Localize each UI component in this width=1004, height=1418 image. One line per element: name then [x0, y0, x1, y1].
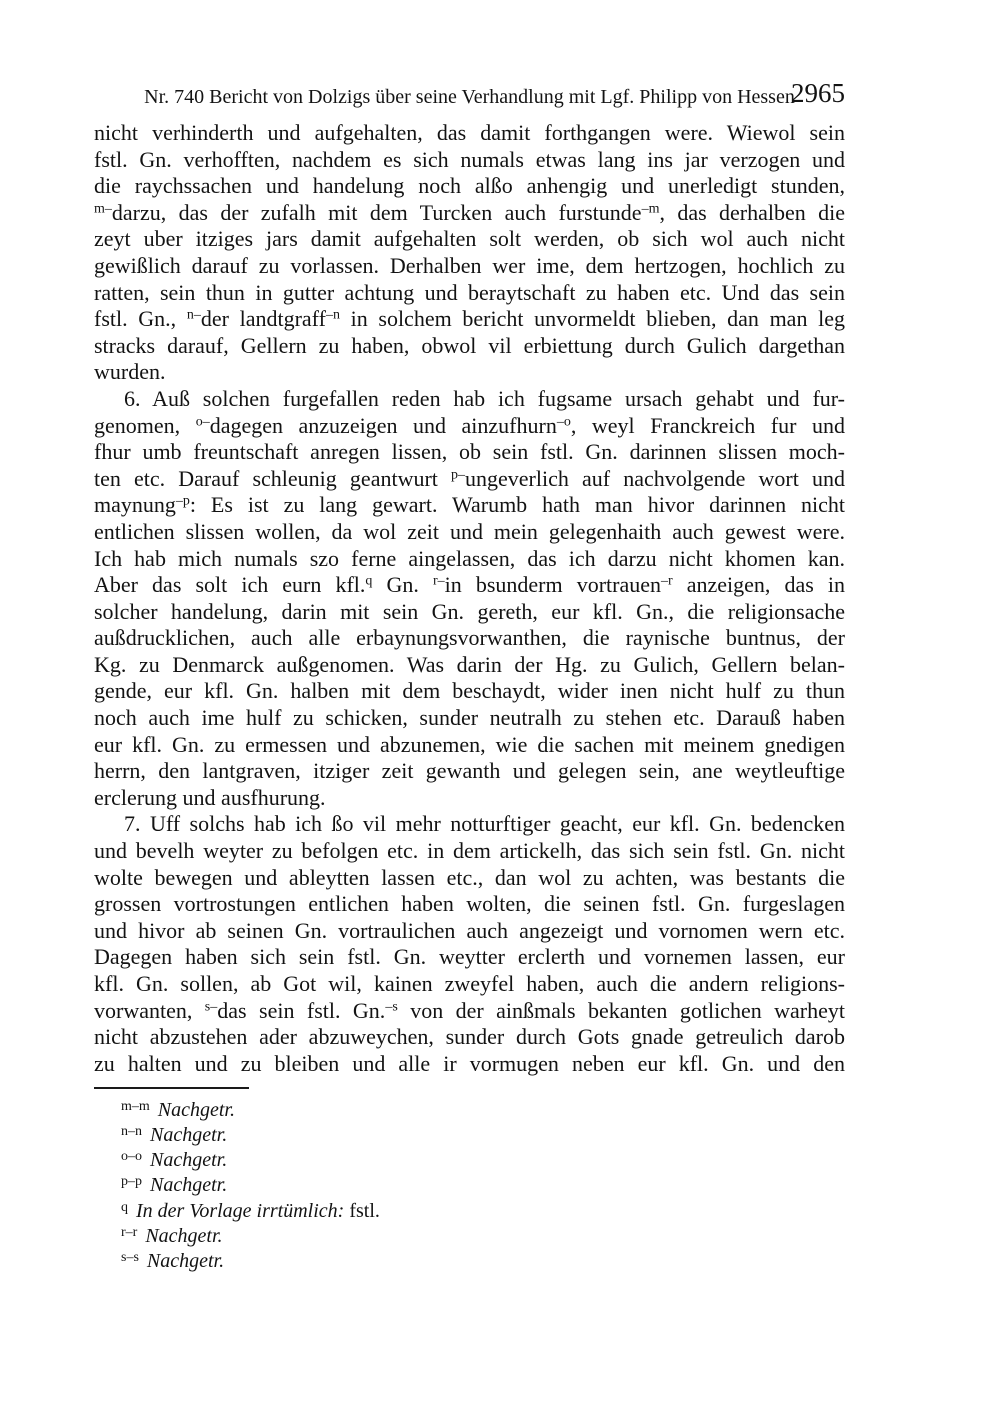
annotation-marker: r– — [432, 573, 445, 589]
annotation-marker: p– — [451, 467, 466, 483]
text-line: Kg. zu Denmarck außgenomen. Was darin der Hg. zu Gulich, Gellern belan- — [94, 651, 845, 677]
annotation-marker: n– — [186, 307, 201, 323]
text-line: Dagegen haben sich sein fstl. Gn. weytter erclerth und vornemen lassen, eur — [94, 944, 845, 970]
text-line: erclerung und ausfhurung. — [94, 784, 326, 810]
footnote — [94, 1197, 845, 1222]
text-line: gende, eur kfl. Gn. halben mit dem beschaydt, wider inen nicht hulf zu thun — [94, 678, 845, 704]
text-line: wolte bewegen und ableytten lassen etc., dan wol zu achten, was bestants die — [94, 864, 845, 890]
text-line: zeyt uber itziges jars damit aufgehalten solt werden, ob sich wol auch nicht — [94, 226, 845, 252]
paragraph — [94, 386, 845, 812]
text-line: 6. Auß solchen furgefallen reden hab ich fugsame ursach gehabt und fur- — [124, 385, 845, 411]
text-line: eur kfl. Gn. zu ermessen und abzunemen, wie die sachen mit meinem gnedigen — [94, 731, 845, 757]
text-line: fhur umb freuntschaft anregen lissen, ob sein fstl. Gn. darinnen slissen moch- — [94, 439, 845, 465]
page-number: 2965 — [791, 78, 845, 108]
body-text — [94, 120, 845, 1077]
annotation-marker: m– — [94, 201, 112, 217]
text-line: $^{m-}$darzu, das der zufalh mit dem Turcken auch furstunde$^{-m}$, das derhalben die — [94, 199, 846, 225]
footnote-text: Nachgetr. — [146, 1250, 225, 1273]
footnote — [94, 1222, 845, 1247]
text-line: kfl. Gn. sollen, ab Got wil, kainen zweyfel haben, auch die andern religions- — [94, 971, 845, 996]
footnote — [94, 1121, 845, 1146]
text-line: solcher handelung, darin mit sein Gn. gereth, eur kfl. Gn., die religionsache — [94, 598, 845, 624]
text-line: ratten, sein thun in gutter achtung und beraytschaft zu haben etc. Und das sein — [94, 279, 845, 305]
text-line: Ich hab mich numals szo ferne aingelassen, das ich darzu nicht khomen kan. — [94, 545, 845, 571]
text-line: genomen, $^{o-}$dagegen anzuzeigen und ainzufhurn$^{-o}$, weyl Franckreich fur und — [94, 412, 845, 438]
footnote-siglum: s–s — [121, 1250, 139, 1266]
annotation-marker: –s — [385, 999, 398, 1015]
text-line: und bevelh weyter zu befolgen etc. in dem artickelh, das sich sein fstl. Gn. nicht — [94, 838, 845, 864]
annotation-marker: s– — [204, 999, 218, 1015]
annotation-marker: q — [365, 573, 373, 589]
text-line: fstl. Gn. verhofften, nachdem es sich numals etwas lang ins jar verzogen und — [94, 146, 845, 172]
text-line: wurden. — [94, 359, 166, 385]
text-line: die raychssachen und handelung noch alßo anhengig und unerledigt stunden, — [94, 173, 845, 199]
text-line: nicht verhinderth und aufgehalten, das damit forthgangen were. Wiewol sein — [94, 120, 845, 145]
footnote-text: Nachgetr. — [150, 1174, 228, 1197]
footnote-separator-rule — [94, 1087, 249, 1089]
text-line: herrn, den lantgraven, itziger zeit gewanth und gelegen sein, ane weytleuftige — [94, 758, 845, 784]
footnote-apparatus — [94, 1087, 845, 1273]
footnote-list — [94, 1096, 845, 1273]
text-line: grossen vortrostungen entlichen haben wolten, die seinen fstl. Gn. furgeslagen — [94, 891, 845, 917]
footnote-siglum: n–n — [121, 1123, 142, 1139]
footnote — [94, 1096, 845, 1121]
annotation-marker: –o — [556, 414, 571, 430]
text-line: außdrucklichen, auch alle erbaynungsvorwanthen, die raynische buntnus, der — [94, 625, 845, 651]
running-head — [94, 78, 845, 110]
text-line: 7. Uff solchs hab ich ßo vil mehr notturftiger geacht, eur kfl. Gn. bedencken — [124, 811, 845, 837]
text-line: vorwanten, $^{s-}$das sein fstl. Gn.$^{-s}$ von der ainßmals bekanten gotlichen warheyt — [94, 997, 845, 1023]
footnote-text: Nachgetr. — [150, 1123, 228, 1146]
paragraph — [94, 120, 845, 386]
text-line: stracks darauf, Gellern zu haben, obwol vil erbiettung durch Gulich dargethan — [94, 332, 845, 358]
footnote-siglum: r–r — [121, 1225, 138, 1241]
paragraph — [94, 811, 845, 1077]
footnote-text: In der Vorlage irrtümlich: — [136, 1199, 345, 1222]
running-head-title: Nr. 740 Bericht von Dolzigs über seine Verhandlung mit Lgf. Philipp von Hessen — [144, 86, 795, 108]
footnote-siglum: m–m — [121, 1098, 150, 1114]
text-line: ten etc. Darauf schleunig geantwurt $^{p-}$ungeverlich auf nachvolgende wort und — [94, 465, 845, 491]
text-line: fstl. Gn., $^{n-}$der landtgraff$^{-n}$ in solchem bericht unvormeldt blieben, dan man leg — [94, 306, 845, 332]
annotation-marker: –m — [641, 201, 660, 217]
annotation-marker: –p — [175, 493, 190, 509]
annotation-marker: –r — [661, 573, 673, 589]
footnote-siglum: q — [121, 1199, 128, 1215]
text-line: maynung$^{-p}$: Es ist zu lang gewart. Warumb hath man hivor darinnen nicht — [94, 492, 845, 518]
text-line: nicht abzustehen ader abzuweychen, sunder durch Gots gnade getreulich darob — [94, 1024, 845, 1050]
text-line: entlichen slissen wollen, da wol zeit und mein gelegenhaith auch gewest were. — [94, 518, 845, 544]
footnote-siglum: p–p — [121, 1174, 142, 1190]
footnote — [94, 1146, 845, 1171]
annotation-marker: o– — [195, 414, 210, 430]
footnote-text: fstl. — [344, 1199, 380, 1222]
footnote-siglum: o–o — [121, 1149, 142, 1165]
footnote-text: Nachgetr. — [145, 1225, 223, 1248]
text-line: und hivor ab seinen Gn. vortraulichen auch angezeigt und vornomen wern etc. — [94, 917, 845, 943]
text-line: Aber das solt ich eurn kfl.$^q$ Gn. $^{r-}$in bsunderm vortrauen$^{-r}$ anzeigen, das in — [94, 572, 846, 598]
footnote-text: Nachgetr. — [150, 1149, 228, 1172]
text-line: gewißlich darauf zu vorlassen. Derhalben wer ime, dem hertzogen, hochlich zu — [94, 252, 845, 278]
footnote — [94, 1171, 845, 1196]
text-line: zu halten und zu bleiben und alle ir vormugen neben eur kfl. Gn. und den — [94, 1050, 845, 1076]
footnote — [94, 1247, 845, 1272]
text-line: noch auch ime hulf zu schicken, sunder neutralh zu stehen etc. Darauß haben — [94, 705, 845, 731]
annotation-marker: –n — [325, 307, 340, 323]
footnote-text: Nachgetr. — [157, 1098, 235, 1121]
